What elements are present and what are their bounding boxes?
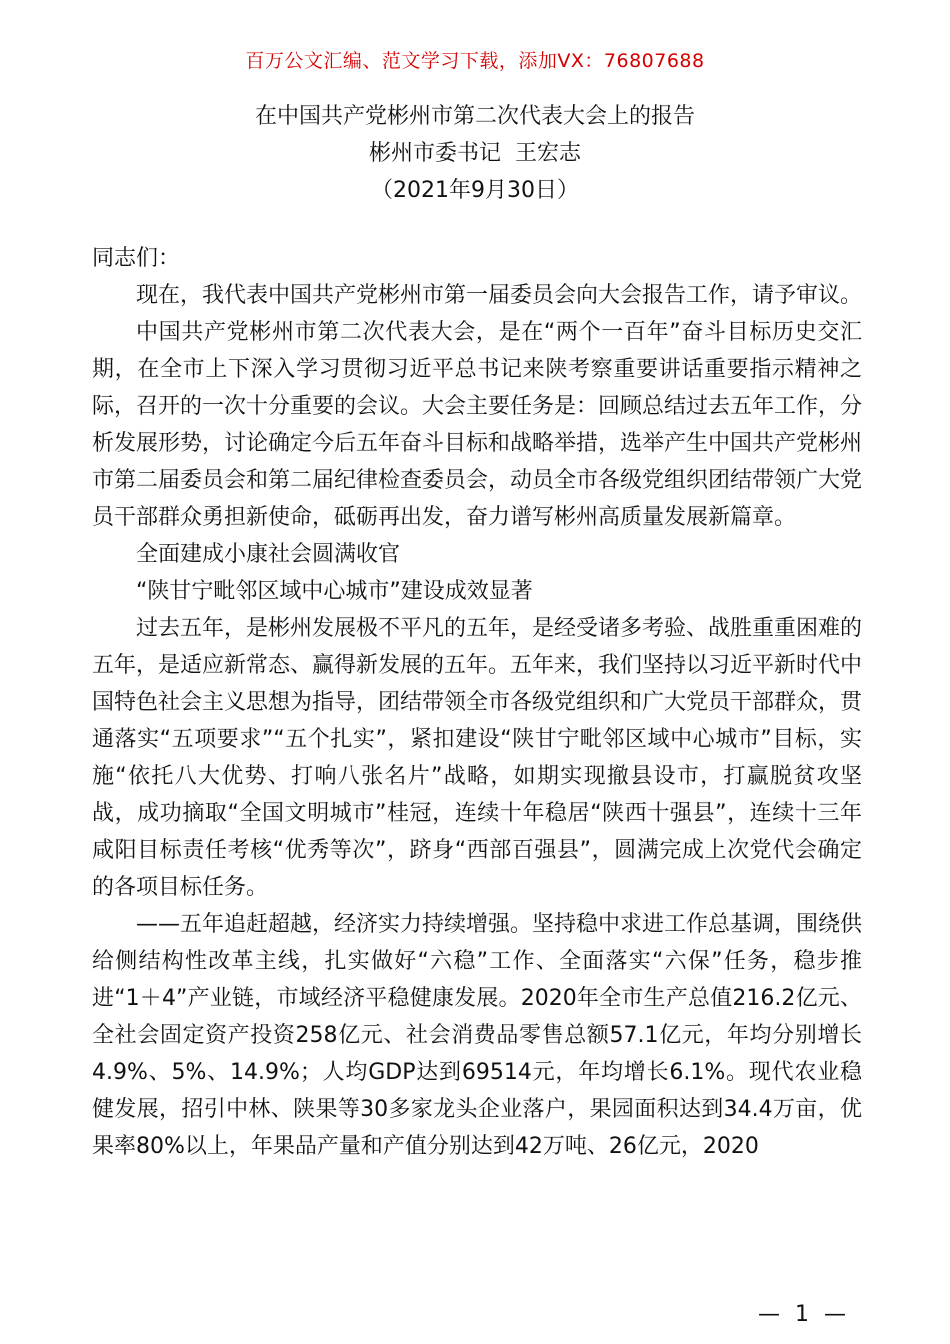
- watermark-banner: 百万公文汇编、范文学习下载，添加VX：76807688: [245, 50, 705, 72]
- document-author: 彬州市委书记 王宏志: [369, 141, 581, 166]
- paragraph: 中国共产党彬州市第二次代表大会，是在“两个一百年”奋斗目标历史交汇期，在全市上下深入学习贯彻习近平总书记来陕考察重要讲话重要指示精神之际，召开的一次十分重要的会议。大会主要任务是：回顾总结过去五年工作，分析发展形势，讨论确定今后五年奋斗目标和战略举措，选举产生中国共产党彬州市第二届委员会和第二届纪律检查委员会，动员全市各级党组织团结带领广大党员干部群众勇担新使命，砥砺再出发，奋力谱写彬州高质量发展新篇章。: [92, 320, 863, 530]
- document-title: 在中国共产党彬州市第二次代表大会上的报告: [254, 104, 695, 129]
- section-heading: 全面建成小康社会圆满收官: [136, 542, 401, 567]
- section-subheading: “陕甘宁毗邻区域中心城市”建设成效显著: [136, 579, 533, 604]
- paragraph: 现在，我代表中国共产党彬州市第一届委员会向大会报告工作，请予审议。: [136, 283, 863, 308]
- paragraph: 过去五年，是彬州发展极不平凡的五年，是经受诸多考验、战胜重重困难的五年，是适应新常态、赢得新发展的五年。五年来，我们坚持以习近平新时代中国特色社会主义思想为指导，团结带领全市各级党组织和广大党员干部群众，贯通落实“五项要求”“五个扎实”，紧扣建设“陕甘宁毗邻区域中心城市”目标，实施“依托八大优势、打响八张名片”战略，如期实现撤县设市，打赢脱贫攻坚战，成功摘取“全国文明城市”桂冠，连续十年稳居“陕西十强县”，连续十三年咸阳目标责任考核“优秀等次”，跻身“西部百强县”，圆满完成上次党代会确定的各项目标任务。: [92, 616, 863, 900]
- page-number: — 1 —: [758, 1302, 850, 1327]
- document-body: [92, 240, 862, 1165]
- document-title-block: [0, 98, 950, 209]
- paragraph: ——五年追赶超越，经济实力持续增强。坚持稳中求进工作总基调，围绕供给侧结构性改革主线，扎实做好“六稳”工作、全面落实“六保”任务，稳步推进“1＋4”产业链，市域经济平稳健康发展。2020年全市生产总值216.2亿元、全社会固定资产投资258亿元、社会消费品零售总额57.1亿元，年均分别增长4.9%、5%、14.9%；人均GDP达到69514元，年均增长6.1%。现代农业稳健发展，招引中林、陕果等30多家龙头企业落户，果园面积达到34.4万亩，优果率80%以上，年果品产量和产值分别达到42万吨、26亿元，2020: [92, 912, 863, 1159]
- document-date: （2021年9月30日）: [371, 178, 579, 203]
- salutation: 同志们：: [92, 246, 181, 271]
